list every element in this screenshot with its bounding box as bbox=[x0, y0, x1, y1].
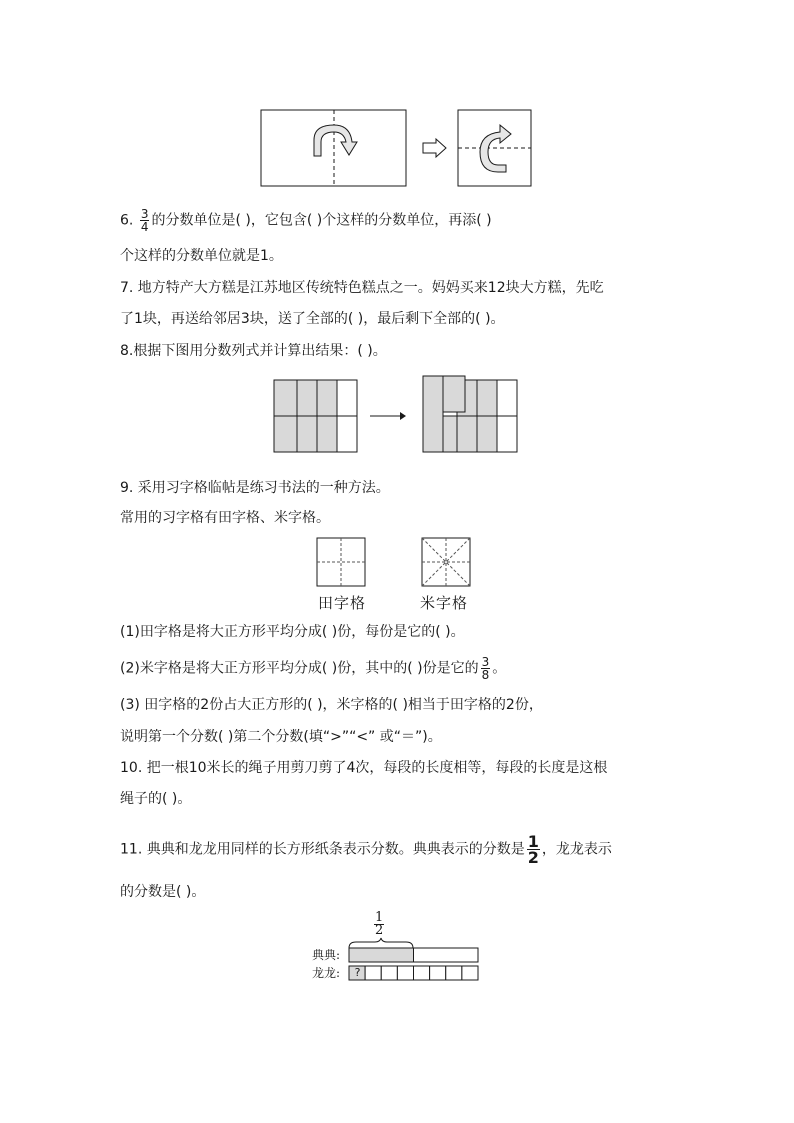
q11-line1: 11. 典典和龙龙用同样的长方形纸条表示分数。典典表示的分数是 $\frac{1}{2}$ ，龙龙表示 bbox=[120, 832, 612, 867]
mi-grid bbox=[422, 538, 470, 586]
diandian-shaded-part bbox=[349, 948, 414, 962]
longlong-segment bbox=[381, 966, 397, 980]
longlong-segment bbox=[397, 966, 413, 980]
diandian-unshaded-part bbox=[414, 948, 479, 962]
q7-line1: 7. 地方特产大方糕是江苏地区传统特色糕点之一。妈妈买来12块大方糕，先吃 bbox=[120, 280, 604, 296]
mi-label: 米字格 bbox=[420, 594, 469, 612]
q9-figure bbox=[0, 532, 794, 622]
q9-line1: 9. 采用习字格临帖是练习书法的一种方法。 bbox=[120, 480, 390, 496]
q9-sub1: (1)田字格是将大正方形平均分成( )份，每份是它的( )。 bbox=[120, 624, 465, 640]
longlong-segment bbox=[365, 966, 381, 980]
q9-sub3-line2: 说明第一个分数( )第二个分数(填“>”“<” 或“＝”)。 bbox=[120, 729, 442, 745]
curved-arrow-icon bbox=[314, 125, 357, 156]
q11-brace-fraction: $\frac{1}{2}$ bbox=[375, 910, 384, 938]
q8-right-grid bbox=[423, 376, 517, 452]
brace bbox=[349, 938, 413, 948]
q9-sub2: (2)米字格是将大正方形平均分成( )份，其中的( )份是它的 $\frac{3}{8}$ 。 bbox=[120, 655, 507, 682]
question-mark: ? bbox=[354, 966, 361, 979]
q7-line2: 了1块，再送给邻居3块，送了全部的( )，最后剩下全部的( )。 bbox=[120, 311, 505, 327]
q11-line2: 的分数是( )。 bbox=[120, 884, 206, 900]
q6-line1 bbox=[120, 208, 492, 233]
q11-figure bbox=[0, 938, 794, 998]
diandian-bar bbox=[349, 948, 478, 962]
diandian-label: 典典: bbox=[312, 948, 341, 962]
q8-figure bbox=[0, 370, 794, 470]
q8-line1: 8.根据下图用分数列式并计算出结果：( )。 bbox=[120, 343, 387, 359]
q10-line2: 绳子的( )。 bbox=[120, 791, 192, 807]
q8-arrow bbox=[370, 412, 406, 420]
q11-fraction: $\frac{1}{2}$ bbox=[527, 832, 539, 867]
right-arrow-icon bbox=[423, 139, 446, 157]
q9-sub3-line1: (3) 田字格的2份占大正方形的( )，米字格的( )相当于田字格的2份， bbox=[120, 697, 543, 713]
q10-line1: 10. 把一根10米长的绳子用剪刀剪了4次，每段的长度相等，每段的长度是这根 bbox=[120, 760, 608, 776]
longlong-segment bbox=[446, 966, 462, 980]
q9-line2: 常用的习字格有田字格、米字格。 bbox=[120, 510, 330, 526]
folding-figure bbox=[0, 0, 794, 200]
longlong-segment bbox=[430, 966, 446, 980]
q9-sub2-fraction: $\frac{3}{8}$ bbox=[481, 655, 490, 682]
tian-grid bbox=[317, 538, 365, 586]
q6-text: 的分数单位是( )，它包含( )个这样的分数单位，再添( ) bbox=[151, 212, 492, 229]
longlong-segment bbox=[462, 966, 478, 980]
longlong-segment bbox=[414, 966, 430, 980]
tian-label: 田字格 bbox=[318, 594, 367, 612]
q6-line2: 个这样的分数单位就是1。 bbox=[120, 248, 283, 264]
q8-left-grid bbox=[274, 380, 357, 452]
q6-fraction: $\frac{3}{4}$ bbox=[140, 207, 149, 234]
longlong-bar bbox=[349, 966, 478, 980]
q6-number: 6. bbox=[120, 212, 134, 229]
longlong-label: 龙龙: bbox=[312, 966, 341, 980]
